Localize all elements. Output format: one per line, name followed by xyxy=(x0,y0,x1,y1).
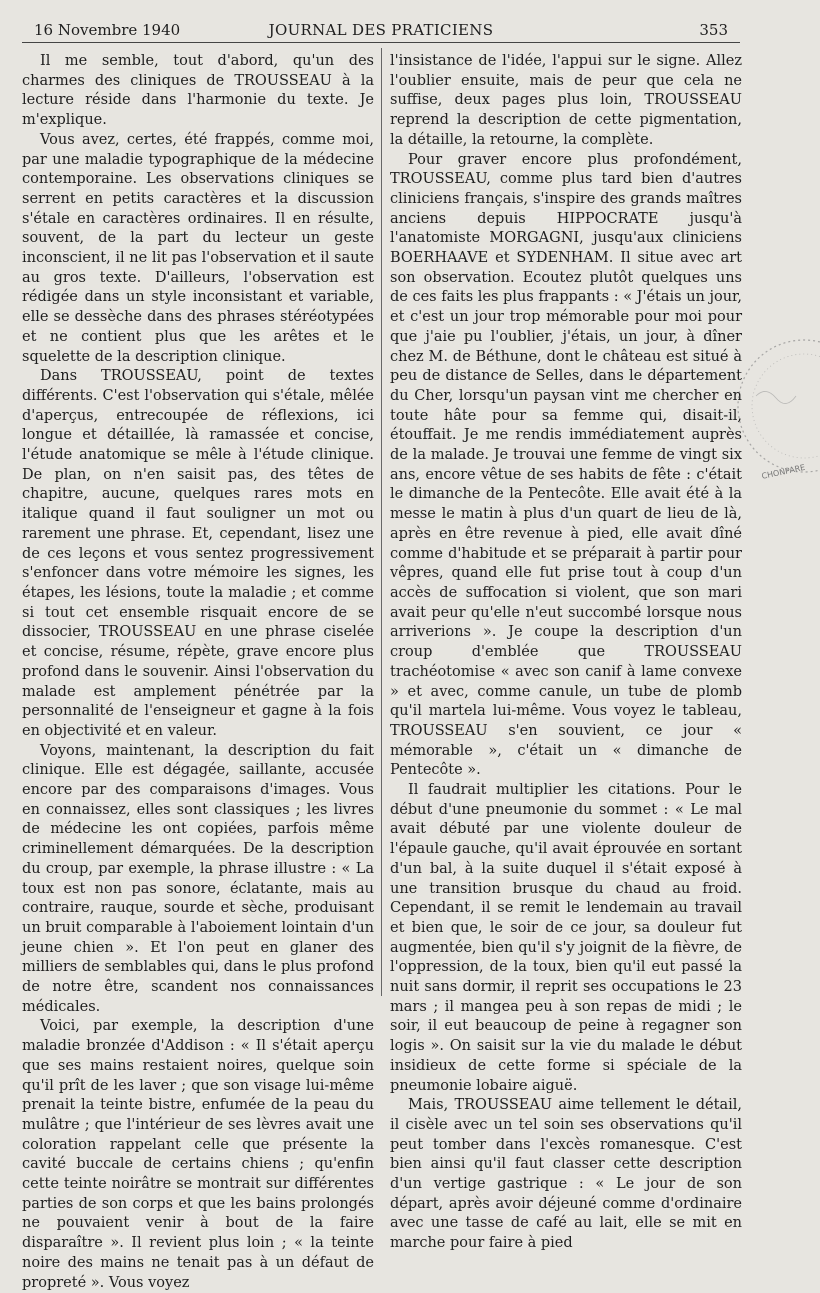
paragraph: Vous avez, certes, été frappés, comme moi, par une maladie typographique de la médecine contemporaine. Les observations cliniques se serrent en petits caractères et la discussion s'étale en caractères ordinaires. Il en résulte, souvent, de la part du lecteur un geste inconscient, il ne lit pas l'observation et il saute au gros texte. D'ailleurs, l'observation est rédigée dans un style inconsistant et variable, elle se dessèche dans des phrases stéréotypées et ne contient plus que les arêtes et le squelette de la description clinique. xyxy=(22,131,374,365)
stamp-text: CHONPARE xyxy=(760,462,807,481)
issue-date: 16 Novembre 1940 xyxy=(34,21,181,39)
running-header xyxy=(22,18,740,43)
paragraph: Voyons, maintenant, la description du fait clinique. Elle est dégagée, saillante, accusée encore par des comparaisons d'images. Vous en connaissez, elles sont classiques ; les livres de médecine les ont copiées, parfois même criminellement démarquées. De la description du croup, par exemple, la phrase illustre : « La toux est non pas sonore, éclatante, mais au contraire, rauque, sourde et sèche, produisant un bruit comparable à l'aboiement lointain d'un jeune chien ». Et l'on peut en glaner des milliers de semblables qui, dans le plus profond de notre être, scandent nos connaissances médicales. xyxy=(22,742,374,1015)
paragraph: l'insistance de l'idée, l'appui sur le signe. Allez l'oublier ensuite, mais de peur que cela ne suffise, deux pages plus loin, TROUSSEAU reprend la description de cette pigmentation, la détaille, la retourne, la complète. xyxy=(390,53,742,148)
paragraph: Voici, par exemple, la description d'une maladie bronzée d'Addison : « Il s'était aperçu que ses mains restaient noires, quelque soin qu'il prît de les laver ; que son visage lui-même prenait la teinte bistre, enfumée de la peau du mulâtre ; que l'intérieur de ses lèvres avait une coloration rappelant celle que présente la cavité buccale de certains chiens ; qu'enfin cette teinte noirâtre se montrait sur différentes parties de son corps et que les bains prolongés ne pouvaient venir à bout de la faire disparaître ». Il revient plus loin ; « la teinte noire des mains ne tenait pas à un défaut de propreté ». Vous voyez xyxy=(22,1018,374,1291)
right-column xyxy=(390,52,742,1254)
paragraph: Il faudrait multiplier les citations. Pour le début d'une pneumonie du sommet : « Le mal avait débuté par une violente douleur de l'épaule gauche, qu'il avait éprouvée en sortant d'un bal, à la suite duquel il s'était exposé à une transition brusque du chaud au froid. Cependant, il se remit le lendemain au travail et bien que, le soir de ce jour, sa douleur fut augmentée, bien qu'il s'y joignit de la fièvre, de l'oppression, de la toux, bien qu'il eut passé la nuit sans dormir, il reprit ses occupations le 23 mars ; il mangea peu à son repas de midi ; le soir, il eut beaucoup de peine à regagner son logis ». On saisit sur la vie du malade le début insidieux de cette forme si spéciale de la pneumonie lobaire aiguë. xyxy=(390,782,742,1094)
paragraph: Il me semble, tout d'abord, qu'un des charmes des cliniques de TROUSSEAU à la lecture réside dans l'harmonie du texte. Je m'explique. xyxy=(22,53,374,129)
journal-title: JOURNAL DES PRATICIENS xyxy=(268,21,494,39)
column-divider xyxy=(381,48,382,996)
paragraph: Mais, TROUSSEAU aime tellement le détail, il cisèle avec un tel soin ses observations qu'il peut tomber dans l'excès romanesque. C'est bien ainsi qu'il faut classer cette description d'un vertige gastrique : « Le jour de son départ, après avoir déjeuné comme d'ordinaire avec une tasse de café au lait, elle se mit en marche pour faire à pied xyxy=(390,1097,742,1252)
page-number: 353 xyxy=(699,21,728,39)
paragraph: Pour graver encore plus profondément, TROUSSEAU, comme plus tard bien d'autres cliniciens français, s'inspire des grands maîtres anciens depuis HIPPOCRATE jusqu'à l'anatomiste MORGAGNI, jusqu'aux cliniciens BOERHAAVE et SYDENHAM. Il situe avec art son observation. Ecoutez plutôt quelques uns de ces faits les plus frappants : « J'étais un jour, et c'est un jour trop mémorable pour moi pour que j'aie pu l'oublier, j'étais, un jour, à dîner chez M. de Béthune, dont le château est situé à peu de distance de Selles, dans le département du Cher, lorsqu'un paysan vint me chercher en toute hâte pour sa femme qui, disait-il, étouffait. Je me rendis immédiatement auprès de la malade. Je trouvai une femme de vingt six ans, encore vêtue de ses habits de fête : c'était le dimanche de la Pentecôte. Elle avait été à la messe le matin à plus d'un quart de lieu de là, après en être revenue à pied, elle avait dîné comme d'habitude et se préparait à partir pour vêpres, quand elle fut prise tout à coup d'un accès de suffocation si violent, que son mari avait peur qu'elle n'eut succombé lorsque nous arriverions ». Je coupe la description d'un croup d'emblée que TROUSSEAU trachéotomise « avec son canif à lame convexe » et avec, comme canule, un tube de plomb qu'il martela lui-même. Vous voyez le tableau, TROUSSEAU s'en souvient, ce jour « mémorable », c'était un « dimanche de Pentecôte ». xyxy=(390,151,743,779)
library-stamp xyxy=(726,326,820,486)
paragraph: Dans TROUSSEAU, point de textes différents. C'est l'observation qui s'étale, mêlée d'aperçus, entrecoupée de réflexions, ici longue et détaillée, là ramassée et concise, l'étude anatomique se mêle à l'étude clinique. De plan, on n'en saisit pas, des têtes de chapitre, aucune, quelques rares mots en italique quand il faut souligner un mot ou rarement une phrase. Et, cependant, lisez une de ces leçons et vous sentez progressivement s'enfoncer dans votre mémoire les signes, les étapes, les lésions, toute la maladie ; et comme si tout cet ensemble risquait encore de se dissocier, TROUSSEAU en une phrase ciselée et concise, résume, répète, grave encore plus profond dans le souvenir. Ainsi l'observation du malade est amplement pénétrée par la personnalité de l'enseigneur et gagne à la fois en objectivité et en valeur. xyxy=(22,368,374,739)
left-column xyxy=(22,52,374,1293)
